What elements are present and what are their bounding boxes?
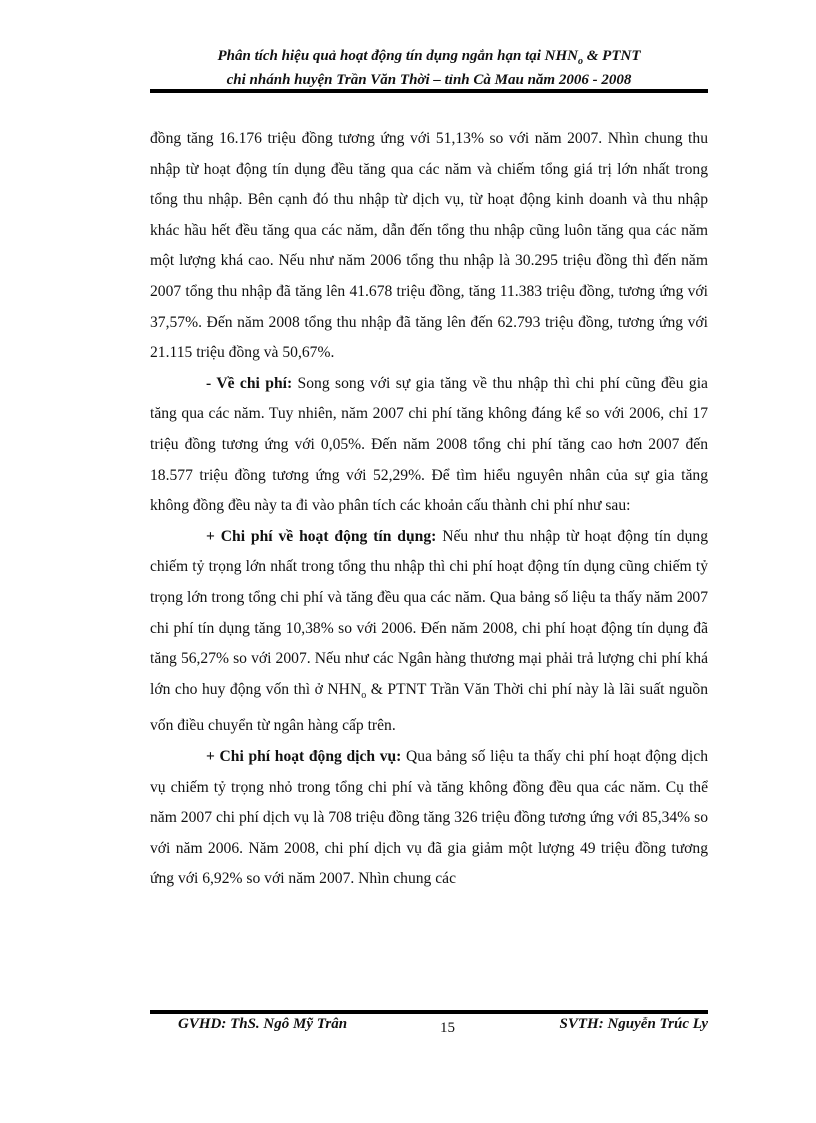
section-label-service-expenses: + Chi phí hoạt động dịch vụ: [206,747,402,765]
footer-advisor: GVHD: ThS. Ngô Mỹ Trân [178,1016,348,1032]
paragraph-income-summary: đồng tăng 16.176 triệu đồng tương ứng với 51,13% so với năm 2007. Nhìn chung thu nhập từ hoạt động tín dụng đều tăng qua các năm và chiếm tổng giá trị lớn nhất trong tổng thu nhập. Bên cạnh đó thu nhập từ dịch vụ, từ hoạt động kinh doanh và thu nhập khác hầu hết đều tăng qua các năm, dẫn đến tổng thu nhập cũng luôn tăng qua các năm một lượng khá cao. Nếu như năm 2006 tổng thu nhập là 30.295 triệu đồng thì đến năm 2007 tổng thu nhập đã tăng lên 41.678 triệu đồng, tăng 11.383 triệu đồng, tương ứng với 37,57%. Đến năm 2008 tổng thu nhập đã tăng lên đến 62.793 triệu đồng, tương ứng với 21.115 triệu đồng và 50,67%. [150,130,708,362]
header-subscript: o [578,56,584,67]
page-number: 15 [440,1020,455,1036]
bank-subscript: o [361,689,367,701]
paragraph-credit-expenses [150,522,708,742]
footer-student: SVTH: Nguyễn Trúc Ly [559,1016,708,1032]
section-label-credit-expenses: + Chi phí về hoạt động tín dụng: [206,527,437,545]
paragraph-text: Nếu như thu nhập từ hoạt động tín dụng chiếm tỷ trọng lớn nhất trong tổng thu nhập thì chi phí hoạt động tín dụng cũng chiếm tỷ trọng lớn trong tổng chi phí và tăng đều qua các năm. Qua bảng số liệu ta thấy năm 2007 chi phí tín dụng tăng 10,38% so với 2006. Đến năm 2008, chi phí hoạt động tín dụng đã tăng 56,27% so với 2007. Nếu như các Ngân hàng thương mại phải trả lượng chi phí khá lớn cho huy động vốn thì ở NHN [150,527,708,698]
paragraph-text: & PTNT Trần Văn Thời chi phí này là lãi suất nguồn vốn điều chuyển từ ngân hàng cấp trên. [150,680,708,735]
footer-divider [150,1010,708,1014]
header-title-line-2: chi nhánh huyện Trần Văn Thời – tỉnh Cà Mau năm 2006 - 2008 [226,72,632,88]
page-header [150,47,708,90]
document-body [150,124,708,895]
section-label-expenses: - Về chi phí: [206,374,293,392]
paragraph-text: Song song với sự gia tăng về thu nhập thì chi phí cũng đều gia tăng qua các năm. Tuy nhiên, năm 2007 chi phí tăng không đáng kể so với 2006, chỉ 17 triệu đồng tương ứng với 0,05%. Đến năm 2008 tổng chi phí tăng cao hơn 2007 đến 18.577 triệu đồng tương ứng với 52,29%. Để tìm hiểu nguyên nhân của sự gia tăng không đồng đều này ta đi vào phân tích các khoản cấu thành chi phí như sau: [150,374,708,515]
paragraph-service-expenses [150,742,708,895]
header-divider [150,89,708,93]
paragraph-text: Qua bảng số liệu ta thấy chi phí hoạt động dịch vụ chiếm tỷ trọng nhỏ trong tổng chi phí và tăng không đồng đều qua các năm. Cụ thể năm 2007 chi phí dịch vụ là 708 triệu đồng tăng 326 triệu đồng tương ứng với 85,34% so với năm 2006. Năm 2008, chi phí dịch vụ đã gia giảm một lượng 49 triệu đồng tương ứng với 6,92% so với năm 2007. Nhìn chung các [150,747,708,888]
paragraph-expenses [150,369,708,522]
header-title-line-1 [150,47,708,71]
header-title-text: Phân tích hiệu quả hoạt động tín dụng ngắn hạn tại NHN [217,48,579,64]
header-title-suffix: & PTNT [583,48,641,64]
